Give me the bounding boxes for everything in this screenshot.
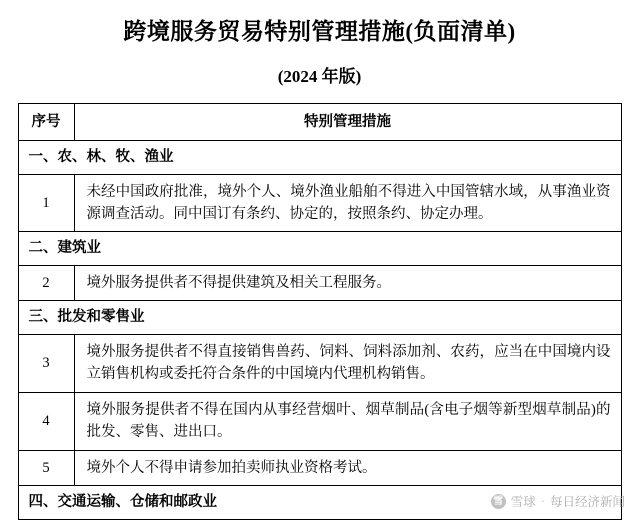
watermark-source: 雪球: [510, 495, 536, 509]
watermark-separator: ·: [540, 494, 545, 508]
document-page: [0, 18, 639, 518]
section-label: 一、农、林、牧、渔业: [18, 141, 621, 174]
table-section-row: [18, 232, 621, 265]
section-label: 二、建筑业: [18, 232, 621, 265]
table-row: [18, 174, 621, 232]
table-row: [18, 450, 621, 485]
snowball-logo-icon: 雪: [491, 494, 506, 509]
document-title: 跨境服务贸易特别管理措施(负面清单): [123, 19, 516, 44]
watermark: [491, 492, 625, 510]
row-measure-text: 未经中国政府批准，境外个人、境外渔业船舶不得进入中国管辖水域，从事渔业资源调查活动。同中国订有条约、协定的，按照条约、协定办理。: [74, 174, 621, 232]
row-number: 2: [18, 265, 74, 300]
row-number: 4: [18, 392, 74, 450]
row-measure-text: 境外服务提供者不得在国内从事经营烟叶、烟草制品(含电子烟等新型烟草制品)的批发、零售、进出口。: [74, 392, 621, 450]
table-row: [18, 265, 621, 300]
header-cell-no: 序号: [18, 103, 74, 140]
table-row: [18, 392, 621, 450]
watermark-publisher: 每日经济新闻: [549, 495, 625, 509]
table-row: [18, 334, 621, 392]
row-number: 1: [18, 174, 74, 232]
table-section-row: [18, 301, 621, 334]
row-number: 3: [18, 334, 74, 392]
table-section-row: [18, 141, 621, 174]
row-number: 5: [18, 450, 74, 485]
row-measure-text: 境外服务提供者不得直接销售兽药、饲料、饲料添加剂、农药，应当在中国境内设立销售机构或委托符合条件的中国境内代理机构销售。: [74, 334, 621, 392]
section-label: 三、批发和零售业: [18, 301, 621, 334]
header-cell-measure: 特别管理措施: [74, 103, 621, 140]
row-measure-text: 境外个人不得申请参加拍卖师执业资格考试。: [74, 450, 621, 485]
row-measure-text: 境外服务提供者不得提供建筑及相关工程服务。: [74, 265, 621, 300]
negative-list-table: [18, 103, 622, 520]
table-header-row: [18, 103, 621, 140]
section-label: 四、交通运输、仓储和邮政业: [18, 486, 621, 519]
document-subtitle: (2024 年版): [277, 66, 362, 86]
